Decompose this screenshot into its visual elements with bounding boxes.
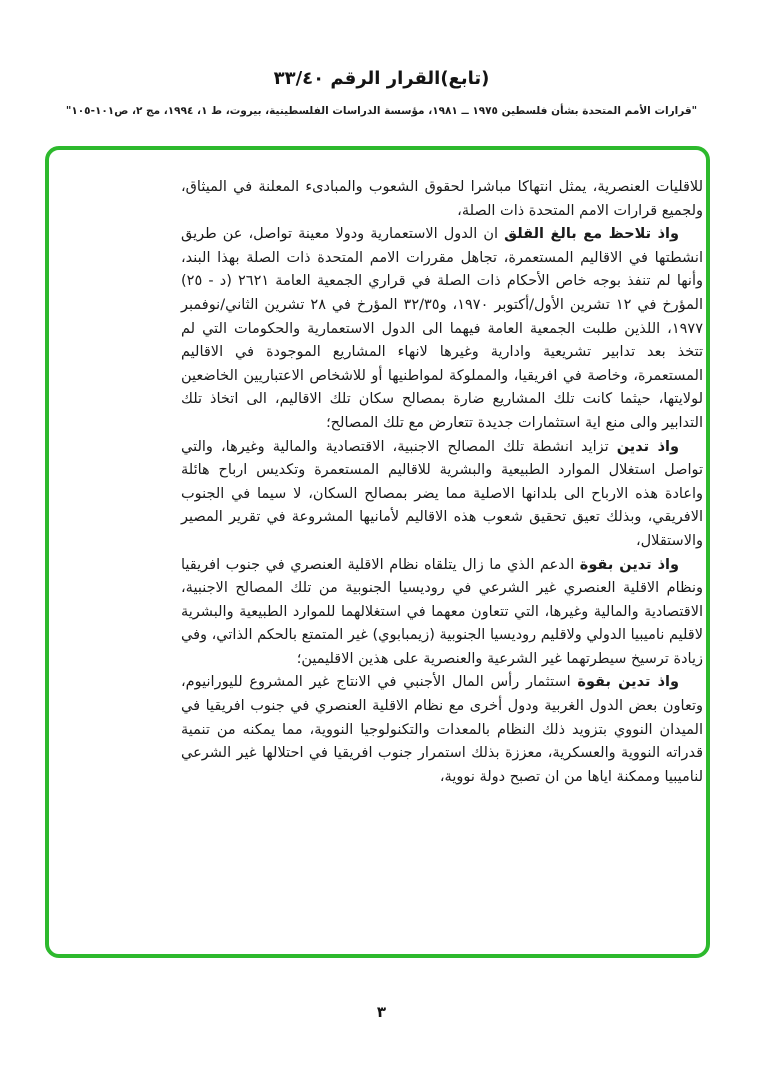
paragraph-text: تزايد انشطة تلك المصالح الاجنبية، الاقتصادية والمالية وغيرها، والتي تواصل استغلال الموارد الطبيعية والبشرية للاقاليم المستعمرة وتكديس ارباح هائلة واعادة هذه الارباح الى بلدانها الاصلية مما يضر بمصالح السكان، لا سيما في الجنوب الافريقي، وبذلك تعيق تحقيق شعوب هذه الاقاليم لأمانيها المشروعة في تقرير المصير والاستقلال، (181, 438, 703, 549)
paragraph (181, 176, 703, 223)
paragraph-lead: واذ تلاحظ مع بالغ القلق (504, 226, 679, 243)
paragraph-text: استثمار رأس المال الأجنبي في الانتاج غير المشروع لليورانيوم، وتعاون بعض الدول الغربية ودول أخرى مع نظام الاقلية العنصري في جنوب افريقيا في الميدان النووي بتزويد ذلك النظام بالمعدات والتكنولوجيا النووية، مما يمكنه من تنمية قدراته النووية والعسكرية، معززة بذلك استمرار جنوب افريقيا في احتلالها غير الشرعي لناميبيا وممكنة اياها من ان تصبح دولة نووية، (181, 674, 703, 785)
paragraph-lead: واذ تدين بقوة (577, 674, 679, 691)
paragraph (181, 554, 703, 672)
paragraph-lead: واذ تدين بقوة (579, 556, 679, 573)
paragraph-text: ان الدول الاستعمارية ودولا معينة تواصل، عن طريق انشطتها في الاقاليم المستعمرة، تجاهل مقررات الامم المتحدة ذات الصلة بهذا البند، وأنها لم تنفذ بوجه خاص الأحكام ذات الصلة في قراري الجمعية العامة ٢٦٢١ (د - ٢٥) المؤرخ في ١٢ تشرين الأول/أكتوبر ١٩٧٠، و٣٢/٣٥ المؤرخ في ٢٨ تشرين الثاني/نوفمبر ١٩٧٧، اللذين طلبت الجمعية العامة فيهما الى الدول الاستعمارية والحكومات التي لم تتخذ بعد تدابير تشريعية وادارية وغيرها لانهاء المشاريع الموجودة في الاقاليم المستعمرة، وخاصة في افريقيا، والمملوكة لمواطنيها أو للاشخاص الاعتباريين الخاضعين لولايتها، حيثما كانت تلك المشاريع ضارة بمصالح سكان تلك الاقاليم، الى اتخاذ تلك التدابير والى منع اية استثمارات جديدة تتعارض مع تلك المصالح؛ (181, 226, 703, 431)
paragraph (181, 671, 703, 789)
page-title: (تابع)القرار الرقم ٣٣/٤٠ (273, 68, 490, 89)
page-header (0, 68, 763, 117)
document-body (181, 176, 703, 789)
source-citation-line: "قرارات الأمم المتحدة بشأن فلسطين ١٩٧٥ ــ ١٩٨١، مؤسسة الدراسات الفلسطينية، بيروت، ط ١، ١٩٩٤، مج ٢، ص١٠١-١٠٥" (65, 105, 698, 117)
paragraph-lead: واذ تدين (616, 438, 679, 455)
paragraph-text: للاقليات العنصرية، يمثل انتهاكا مباشرا لحقوق الشعوب والمبادىء المعلنة في الميثاق، ولجميع قرارات الامم المتحدة ذات الصلة، (181, 179, 703, 219)
page-footer (0, 1002, 763, 1021)
page-number: ٣ (376, 1003, 387, 1021)
paragraph-text: الدعم الذي ما زال يتلقاه نظام الاقلية العنصري في جنوب افريقيا ونظام الاقلية العنصري غير الشرعي في روديسيا الجنوبية من تلك المصالح الاجنبية، الاقتصادية والمالية وغيرها، التي تتعاون معهما في استغلالهما للموارد الطبيعية والبشرية لاقليم ناميبيا الدولي ولاقليم روديسيا الجنوبية (زيمبابوي) غير المتمتع بالحكم الذاتي، وفي زيادة ترسيخ سيطرتهما غير الشرعية والعنصرية على هذين الاقليمين؛ (180, 556, 703, 667)
paragraph (181, 436, 703, 554)
paragraph (181, 223, 703, 435)
